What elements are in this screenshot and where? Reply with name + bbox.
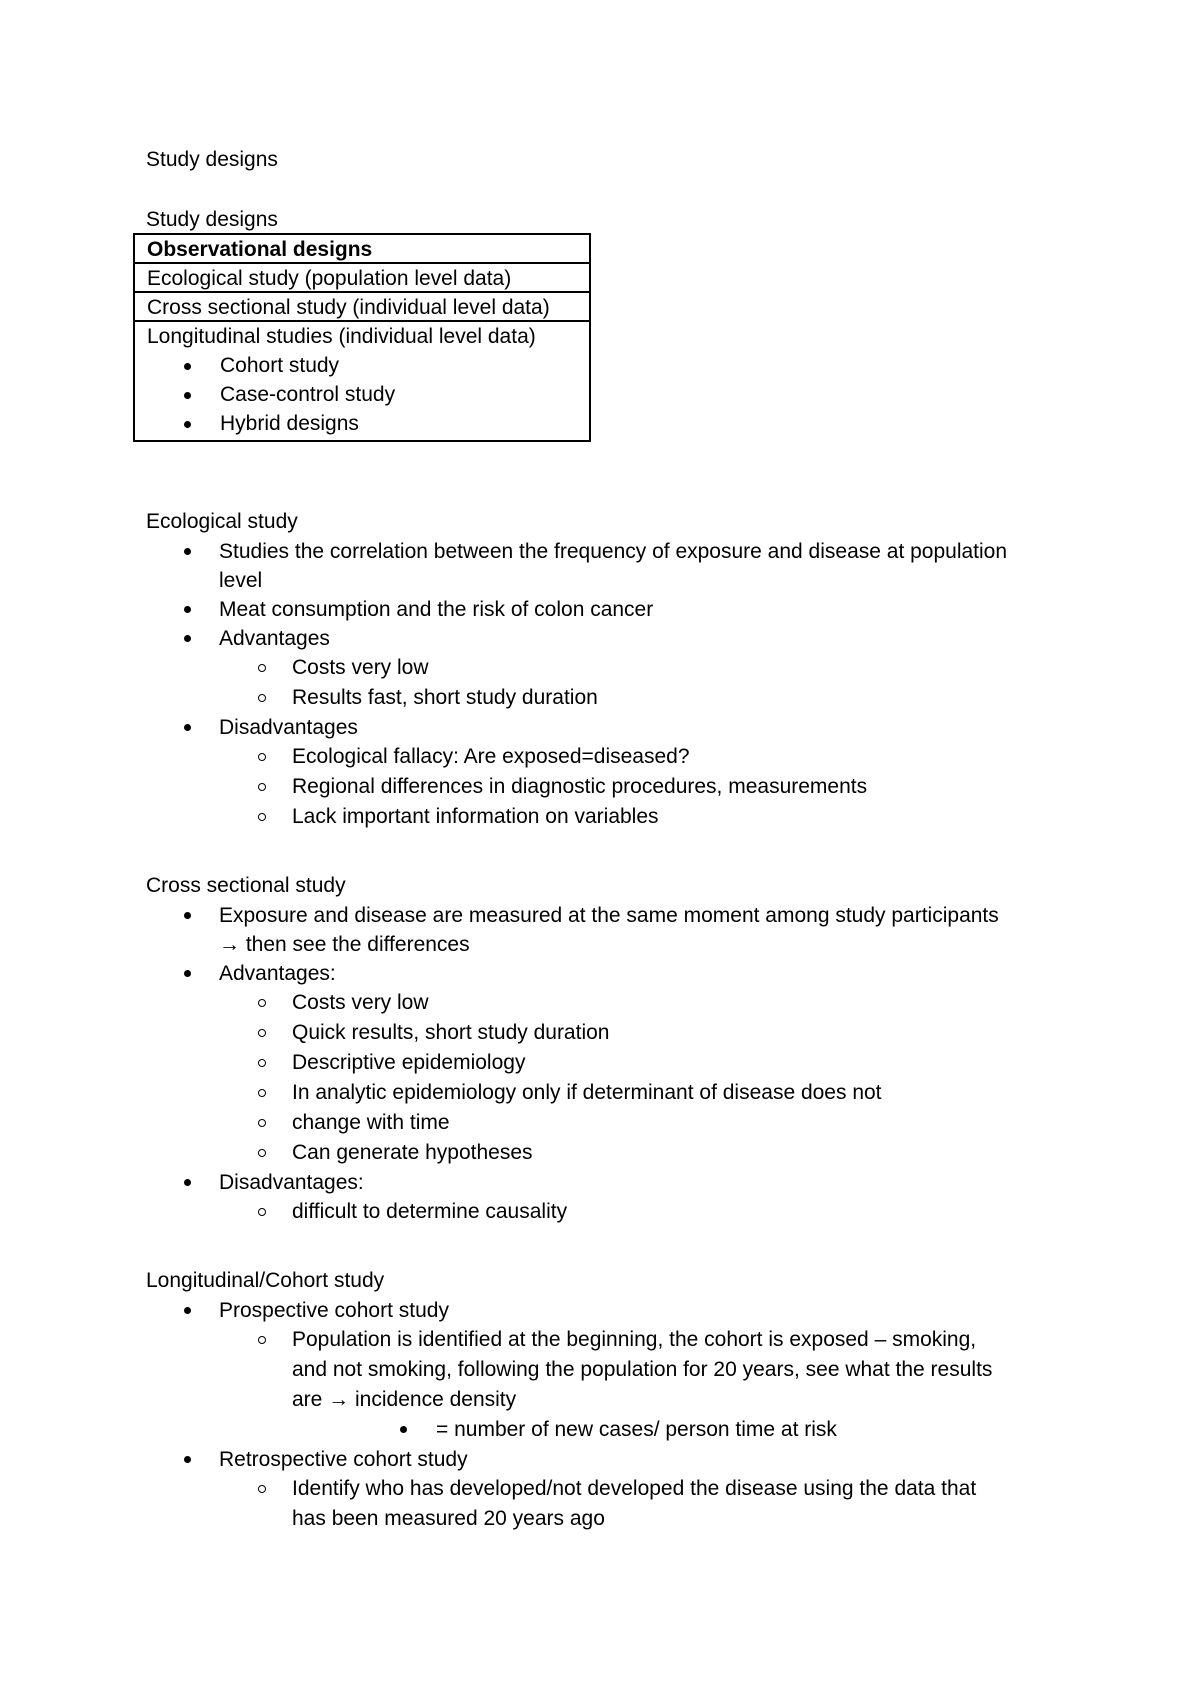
circle-bullet-icon [258, 1029, 266, 1037]
list-item [146, 537, 1086, 595]
bullet-icon [184, 363, 191, 370]
list-subitem [146, 1325, 1086, 1415]
section-heading: Longitudinal/Cohort study [146, 1269, 385, 1292]
list-item-text: Exposure and disease are measured at the same moment among study participants [219, 904, 999, 927]
circle-bullet-icon [258, 999, 266, 1007]
list-item [146, 624, 1086, 653]
list-subitem [146, 772, 1086, 802]
circle-bullet-icon [258, 664, 266, 672]
list-subitem [146, 1197, 1086, 1227]
list-item-text: change with time [292, 1111, 450, 1134]
document-title: Study designs [146, 148, 278, 171]
circle-bullet-icon [258, 1059, 266, 1067]
list-item-text: Disadvantages [219, 716, 358, 739]
list-item-text: Retrospective cohort study [219, 1448, 468, 1471]
list-subitem [146, 1474, 1086, 1534]
bullet-icon [184, 1179, 191, 1186]
list-item-text: Prospective cohort study [219, 1299, 449, 1322]
ecological-study-section [146, 507, 1086, 832]
table-row: Ecological study (population level data) [135, 264, 589, 293]
table-row-label: Longitudinal studies (individual level data) [147, 325, 536, 348]
list-item-text: Results fast, short study duration [292, 686, 598, 709]
list-item-text: Advantages: [219, 962, 336, 985]
list-item [146, 1168, 1086, 1197]
bullet-icon [184, 970, 191, 977]
list-subitem [146, 1078, 1086, 1108]
section-heading: Ecological study [146, 510, 298, 533]
list-item [146, 713, 1086, 742]
bullet-icon [184, 1456, 191, 1463]
list-item-text: Studies the correlation between the frequency of exposure and disease at population [219, 540, 1008, 563]
cohort-study-section [146, 1266, 1086, 1534]
list-item-text: Regional differences in diagnostic procedures, measurements [292, 775, 868, 798]
list-item-text-continued: and not smoking, following the population for 20 years, see what the results [292, 1358, 993, 1381]
circle-bullet-icon [258, 1149, 266, 1157]
list-item [146, 901, 1086, 959]
list-item-text: = number of new cases/ person time at risk [436, 1418, 837, 1441]
list-item [146, 959, 1086, 988]
bullet-icon [184, 635, 191, 642]
list-subitem [146, 653, 1086, 683]
circle-bullet-icon [258, 694, 266, 702]
list-item-text-continued: → then see the differences [219, 933, 470, 956]
bullet-icon [184, 912, 191, 919]
circle-bullet-icon [258, 1208, 266, 1216]
list-subitem [146, 1018, 1086, 1048]
circle-bullet-icon [258, 1119, 266, 1127]
list-item-text: In analytic epidemiology only if determinant of disease does not [292, 1081, 882, 1104]
list-subitem [146, 1048, 1086, 1078]
list-subitem [146, 988, 1086, 1018]
list-item-text: Hybrid designs [220, 412, 359, 435]
list-item [146, 595, 1086, 624]
list-item-text: Advantages [219, 627, 330, 650]
list-item [147, 380, 589, 409]
list-item-text-continued: level [219, 569, 263, 592]
list-item-text-continued: has been measured 20 years ago [292, 1507, 605, 1530]
list-item [146, 1445, 1086, 1474]
bullet-icon [184, 392, 191, 399]
list-subitem [146, 802, 1086, 832]
circle-bullet-icon [258, 1485, 266, 1493]
list-item [147, 351, 589, 380]
circle-bullet-icon [258, 783, 266, 791]
list-item-text-continued: are → incidence density [292, 1388, 517, 1411]
list-subsubitem [146, 1415, 1086, 1445]
list-item-text: difficult to determine causality [292, 1200, 568, 1223]
list-item-text: Can generate hypotheses [292, 1141, 533, 1164]
bullet-icon [184, 724, 191, 731]
list-item-text: Costs very low [292, 656, 429, 679]
table-row: Cross sectional study (individual level data) [135, 293, 589, 322]
section-heading: Cross sectional study [146, 874, 346, 897]
circle-bullet-icon [258, 1089, 266, 1097]
study-designs-table [133, 233, 591, 442]
list-item-text: Descriptive epidemiology [292, 1051, 526, 1074]
list-item [147, 409, 589, 438]
list-subitem [146, 1108, 1086, 1138]
list-item-text: Disadvantages: [219, 1171, 364, 1194]
table-row [135, 322, 589, 440]
list-subitem [146, 1138, 1086, 1168]
circle-bullet-icon [258, 1336, 266, 1344]
list-item-text: Ecological fallacy: Are exposed=diseased? [292, 745, 690, 768]
bullet-icon [400, 1426, 407, 1433]
bullet-icon [184, 421, 191, 428]
list-item-text: Quick results, short study duration [292, 1021, 610, 1044]
circle-bullet-icon [258, 813, 266, 821]
list-item [146, 1296, 1086, 1325]
list-item-text: Lack important information on variables [292, 805, 659, 828]
list-item-text: Cohort study [220, 354, 340, 377]
list-item-text: Costs very low [292, 991, 429, 1014]
list-subitem [146, 742, 1086, 772]
bullet-icon [184, 548, 191, 555]
bullet-icon [184, 1307, 191, 1314]
list-item-text: Identify who has developed/not developed the disease using the data that [292, 1477, 977, 1500]
list-item-text: Meat consumption and the risk of colon cancer [219, 598, 654, 621]
table-caption: Study designs [146, 208, 278, 231]
table-header-row: Observational designs [135, 235, 589, 264]
bullet-icon [184, 606, 191, 613]
list-item-text: Case-control study [220, 383, 396, 406]
list-subitem [146, 683, 1086, 713]
circle-bullet-icon [258, 753, 266, 761]
cross-sectional-study-section [146, 871, 1086, 1227]
list-item-text: Population is identified at the beginning, the cohort is exposed – smoking, [292, 1328, 977, 1351]
